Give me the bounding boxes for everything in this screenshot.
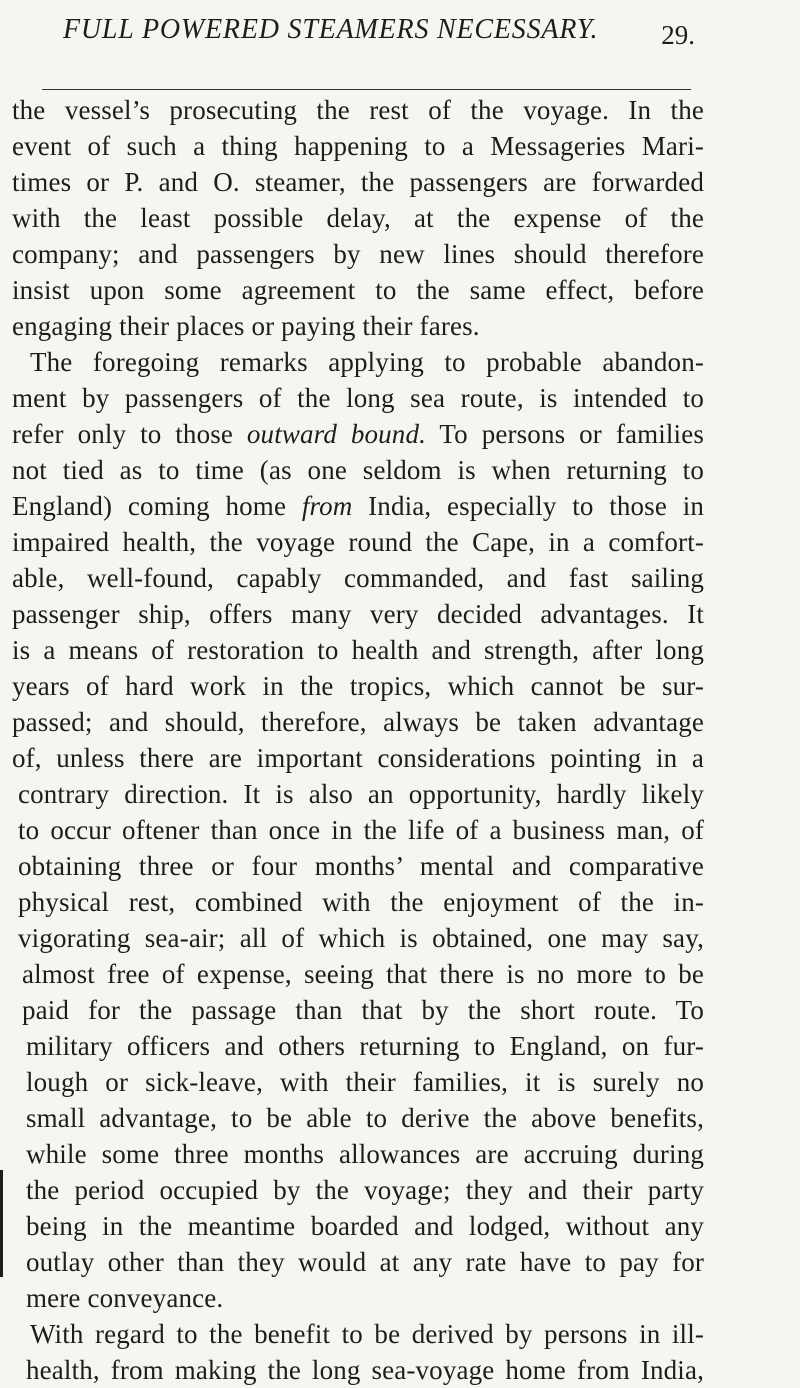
text-line: outlay other than they would at any rate have to pay for <box>26 1247 704 1277</box>
text-line: almost free of expense, seeing that there is no more to be <box>22 959 704 989</box>
text-line: passed; and should, therefore, always be taken advantage <box>12 707 704 737</box>
text-line <box>12 416 704 452</box>
text-segment: India, especially to those in <box>352 491 704 521</box>
page-header <box>55 12 695 82</box>
paragraph-end-line: mere conveyance. <box>26 1283 224 1313</box>
text-line: the period occupied by the voyage; they and their party <box>26 1175 704 1205</box>
running-head: FULL POWERED STEAMERS NECESSARY. <box>63 14 599 45</box>
text-line: times or P. and O. steamer, the passengers are forwarded <box>12 167 704 197</box>
text-line: the vessel’s prosecuting the rest of the voyage. In the <box>12 95 704 125</box>
text-line: to occur oftener than once in the life of a business man, of <box>18 815 704 845</box>
text-line: ment by passengers of the long sea route, is intended to <box>12 383 704 413</box>
text-line: insist upon some agreement to the same effect, before <box>12 275 704 305</box>
text-line: while some three months allowances are accruing during <box>26 1139 704 1169</box>
text-line: obtaining three or four months’ mental and comparative <box>18 851 704 881</box>
paragraph-end-line: engaging their places or paying their fares. <box>12 311 480 341</box>
text-line: is a means of restoration to health and strength, after long <box>12 635 704 665</box>
text-line: passenger ship, offers many very decided advantages. It <box>12 599 704 629</box>
text-line: physical rest, combined with the enjoyment of the in- <box>18 887 704 917</box>
text-line: not tied as to time (as one seldom is when returning to <box>12 455 704 485</box>
text-line: contrary direction. It is also an opportunity, hardly likely <box>18 779 704 809</box>
text-line: with the least possible delay, at the expense of the <box>12 203 704 233</box>
paragraph-start-line: The foregoing remarks applying to probable abandon- <box>30 347 704 377</box>
text-line: years of hard work in the tropics, which cannot be sur- <box>12 671 704 701</box>
text-line <box>12 488 704 524</box>
body-text <box>12 92 704 1388</box>
text-line: company; and passengers by new lines should therefore <box>12 239 704 269</box>
italic-word-from: from <box>301 491 353 521</box>
page-number: 29. <box>661 20 695 50</box>
text-line: lough or sick-leave, with their families, it is surely no <box>26 1067 704 1097</box>
text-line: health, from making the long sea-voyage home from India, <box>26 1355 704 1385</box>
text-line: event of such a thing happening to a Messageries Mari- <box>12 131 704 161</box>
text-line: impaired health, the voyage round the Cape, in a comfort- <box>12 527 704 557</box>
text-line: paid for the passage than that by the short route. To <box>22 995 704 1025</box>
text-line: military officers and others returning to England, on fur- <box>26 1031 704 1061</box>
text-line: small advantage, to be able to derive the above benefits, <box>26 1103 704 1133</box>
text-line: being in the meantime boarded and lodged, without any <box>26 1211 704 1241</box>
italic-phrase-outward-bound: outward bound. <box>246 419 427 449</box>
text-line: of, unless there are important considerations pointing in a <box>12 743 704 773</box>
text-segment: To persons or families <box>426 419 704 449</box>
paragraph-start-line: With regard to the benefit to be derived by persons in ill- <box>30 1319 704 1349</box>
text-line: able, well-found, capably commanded, and fast sailing <box>12 563 704 593</box>
text-line: vigorating sea-air; all of which is obtained, one may say, <box>18 923 704 953</box>
header-rule <box>42 89 691 90</box>
text-segment: England) coming home <box>12 491 302 521</box>
text-segment: refer only to those <box>12 419 247 449</box>
binding-edge <box>0 1170 3 1277</box>
